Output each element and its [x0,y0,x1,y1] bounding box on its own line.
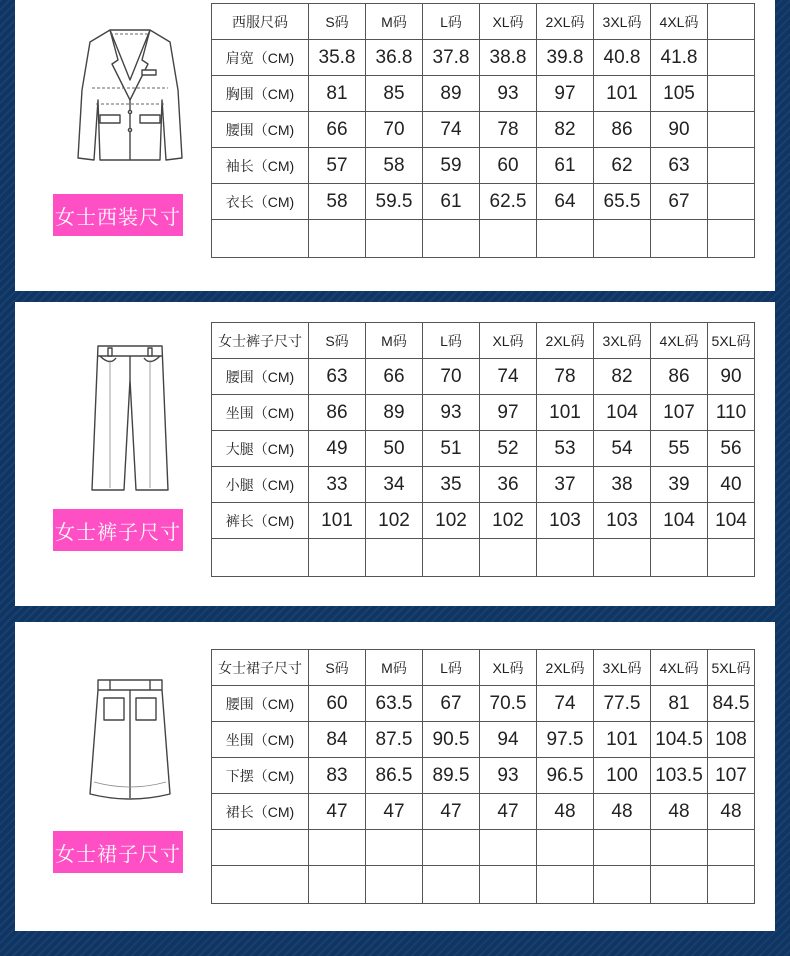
header-cell: 5XL码 [708,650,755,686]
header-cell: M码 [366,323,423,359]
header-cell: 2XL码 [537,323,594,359]
table-cell: 102 [366,503,423,539]
table-cell: 89.5 [423,758,480,794]
table-cell: 107 [708,758,755,794]
table-cell [708,539,755,577]
table-cell: 70 [423,359,480,395]
table-cell: 86.5 [366,758,423,794]
blazer-icon [70,20,190,170]
trousers-size-label: 女士裤子尺寸 [53,509,183,551]
row-label: 胸围（CM) [212,76,309,112]
table-cell: 36.8 [366,40,423,76]
table-header-row [212,4,755,40]
header-cell: XL码 [480,4,537,40]
table-cell [651,220,708,258]
table-cell: 48 [708,794,755,830]
table-cell [651,866,708,904]
table-cell: 105 [651,76,708,112]
row-label: 腰围（CM) [212,686,309,722]
table-row [212,76,755,112]
table-row [212,359,755,395]
table-cell: 101 [309,503,366,539]
table-cell: 90 [651,112,708,148]
table-cell: 90 [708,359,755,395]
table-cell: 103 [594,503,651,539]
row-label: 小腿（CM) [212,467,309,503]
table-cell: 101 [537,395,594,431]
table-cell: 34 [366,467,423,503]
table-cell [366,830,423,866]
table-cell [480,866,537,904]
table-cell: 48 [537,794,594,830]
header-cell [708,4,755,40]
table-cell [708,866,755,904]
table-cell: 49 [309,431,366,467]
table-cell: 87.5 [366,722,423,758]
table-cell: 65.5 [594,184,651,220]
table-cell: 53 [537,431,594,467]
table-cell: 93 [480,76,537,112]
table-cell: 36 [480,467,537,503]
table-cell: 63.5 [366,686,423,722]
table-cell: 47 [480,794,537,830]
table-row [212,395,755,431]
header-cell: XL码 [480,323,537,359]
table-cell: 33 [309,467,366,503]
table-cell: 94 [480,722,537,758]
trousers-size-table [211,322,755,577]
table-cell: 66 [366,359,423,395]
table-cell [309,539,366,577]
table-cell: 93 [480,758,537,794]
table-cell: 96.5 [537,758,594,794]
table-cell: 58 [309,184,366,220]
table-cell [366,539,423,577]
table-cell: 97 [537,76,594,112]
table-cell [423,539,480,577]
table-cell: 60 [480,148,537,184]
table-cell: 35.8 [309,40,366,76]
table-cell: 86 [309,395,366,431]
table-row [212,184,755,220]
table-cell: 81 [309,76,366,112]
table-cell: 104.5 [651,722,708,758]
table-header-row [212,650,755,686]
table-cell [708,112,755,148]
row-label: 坐围（CM) [212,395,309,431]
table-cell [423,866,480,904]
table-cell: 58 [366,148,423,184]
table-cell: 82 [537,112,594,148]
table-cell: 74 [537,686,594,722]
table-cell [651,830,708,866]
table-cell: 101 [594,722,651,758]
table-cell [537,220,594,258]
table-cell [537,866,594,904]
table-cell: 78 [480,112,537,148]
trousers-icon [70,340,190,500]
table-cell: 103 [537,503,594,539]
table-cell [366,220,423,258]
table-cell: 82 [594,359,651,395]
header-cell: 3XL码 [594,650,651,686]
table-cell [480,539,537,577]
table-cell: 40.8 [594,40,651,76]
table-cell: 77.5 [594,686,651,722]
table-cell: 84.5 [708,686,755,722]
table-cell [212,539,309,577]
header-cell: S码 [309,323,366,359]
header-cell: 5XL码 [708,323,755,359]
table-cell: 108 [708,722,755,758]
header-cell: XL码 [480,650,537,686]
header-cell: L码 [423,4,480,40]
table-cell: 47 [309,794,366,830]
table-cell: 100 [594,758,651,794]
table-cell: 67 [423,686,480,722]
table-cell: 70.5 [480,686,537,722]
header-cell: 4XL码 [651,4,708,40]
table-cell: 102 [480,503,537,539]
table-cell: 86 [651,359,708,395]
table-cell [708,830,755,866]
skirt-icon [70,672,190,812]
skirt-size-label: 女士裙子尺寸 [53,831,183,873]
table-cell: 104 [651,503,708,539]
table-row [212,539,755,577]
header-cell: M码 [366,4,423,40]
table-cell: 51 [423,431,480,467]
table-cell [480,220,537,258]
table-cell [212,866,309,904]
header-cell: 女士裤子尺寸 [212,323,309,359]
table-cell: 84 [309,722,366,758]
table-cell: 62 [594,148,651,184]
header-cell: 西服尺码 [212,4,309,40]
blazer-size-table [211,3,755,258]
row-label: 腰围（CM) [212,359,309,395]
table-row [212,503,755,539]
table-cell [594,220,651,258]
table-cell: 86 [594,112,651,148]
table-cell: 47 [366,794,423,830]
table-cell: 37.8 [423,40,480,76]
table-cell: 97.5 [537,722,594,758]
table-cell [537,539,594,577]
table-cell [212,830,309,866]
table-cell: 48 [651,794,708,830]
table-cell [212,220,309,258]
table-cell: 83 [309,758,366,794]
table-cell: 38.8 [480,40,537,76]
table-cell: 39 [651,467,708,503]
table-cell [480,830,537,866]
table-cell: 54 [594,431,651,467]
row-label: 袖长（CM) [212,148,309,184]
table-cell: 48 [594,794,651,830]
table-cell: 67 [651,184,708,220]
table-row [212,866,755,904]
table-header-row [212,323,755,359]
table-row [212,686,755,722]
table-cell [594,830,651,866]
header-cell: 2XL码 [537,4,594,40]
header-cell: M码 [366,650,423,686]
header-cell: L码 [423,650,480,686]
trousers-size-panel [15,302,775,606]
header-cell: 3XL码 [594,323,651,359]
table-cell: 61 [537,148,594,184]
table-cell: 110 [708,395,755,431]
table-cell: 63 [309,359,366,395]
table-cell: 90.5 [423,722,480,758]
header-cell: 女士裙子尺寸 [212,650,309,686]
table-cell: 62.5 [480,184,537,220]
table-cell [594,866,651,904]
table-cell: 104 [708,503,755,539]
table-row [212,40,755,76]
row-label: 裤长（CM) [212,503,309,539]
table-cell [708,184,755,220]
table-cell: 64 [537,184,594,220]
table-cell: 101 [594,76,651,112]
table-cell [309,866,366,904]
header-cell: 4XL码 [651,323,708,359]
table-cell: 56 [708,431,755,467]
row-label: 大腿（CM) [212,431,309,467]
header-cell: 3XL码 [594,4,651,40]
table-cell [594,539,651,577]
table-cell [423,830,480,866]
table-cell: 70 [366,112,423,148]
table-cell: 35 [423,467,480,503]
header-cell: 2XL码 [537,650,594,686]
table-row [212,431,755,467]
table-cell [708,40,755,76]
table-cell: 38 [594,467,651,503]
table-cell: 89 [366,395,423,431]
table-row [212,722,755,758]
table-cell [708,220,755,258]
header-cell: 4XL码 [651,650,708,686]
skirt-size-table [211,649,755,904]
table-row [212,830,755,866]
header-cell: S码 [309,4,366,40]
table-cell: 41.8 [651,40,708,76]
header-cell: L码 [423,323,480,359]
table-row [212,467,755,503]
table-cell [309,220,366,258]
table-row [212,148,755,184]
table-row [212,794,755,830]
table-cell: 59 [423,148,480,184]
table-cell: 89 [423,76,480,112]
table-cell: 52 [480,431,537,467]
table-cell: 103.5 [651,758,708,794]
table-cell: 97 [480,395,537,431]
table-cell [651,539,708,577]
table-cell: 81 [651,686,708,722]
table-cell: 93 [423,395,480,431]
table-cell: 59.5 [366,184,423,220]
table-cell: 66 [309,112,366,148]
table-cell: 74 [423,112,480,148]
table-cell: 57 [309,148,366,184]
table-row [212,112,755,148]
table-cell [708,76,755,112]
table-cell: 85 [366,76,423,112]
table-cell: 50 [366,431,423,467]
table-cell: 74 [480,359,537,395]
table-row [212,220,755,258]
table-cell: 107 [651,395,708,431]
blazer-size-label: 女士西装尺寸 [53,194,183,236]
row-label: 肩宽（CM) [212,40,309,76]
table-cell [708,148,755,184]
table-cell [309,830,366,866]
table-cell: 39.8 [537,40,594,76]
table-cell: 63 [651,148,708,184]
row-label: 坐围（CM) [212,722,309,758]
table-cell: 78 [537,359,594,395]
table-cell: 60 [309,686,366,722]
table-cell: 47 [423,794,480,830]
row-label: 衣长（CM) [212,184,309,220]
table-cell [366,866,423,904]
row-label: 腰围（CM) [212,112,309,148]
table-cell: 37 [537,467,594,503]
row-label: 裙长（CM) [212,794,309,830]
blazer-size-panel [15,0,775,291]
table-cell [423,220,480,258]
table-cell: 102 [423,503,480,539]
table-cell: 61 [423,184,480,220]
table-cell [537,830,594,866]
skirt-size-panel [15,622,775,931]
table-cell: 55 [651,431,708,467]
row-label: 下摆（CM) [212,758,309,794]
table-cell: 104 [594,395,651,431]
table-row [212,758,755,794]
header-cell: S码 [309,650,366,686]
table-cell: 40 [708,467,755,503]
